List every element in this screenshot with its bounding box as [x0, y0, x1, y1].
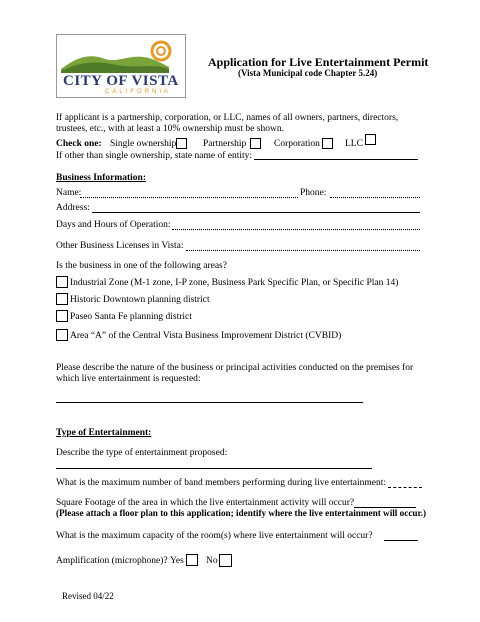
- days-hours-field[interactable]: [172, 229, 420, 230]
- amplification-label: Amplification (microphone)?: [56, 556, 168, 566]
- area-industrial-label: Industrial Zone (M-1 zone, I-P zone, Business Park Specific Plan, or Specific Plan 14): [70, 278, 399, 288]
- phone-field[interactable]: [330, 197, 420, 198]
- partnership-checkbox[interactable]: [250, 138, 261, 149]
- amplification-yes-label: Yes: [170, 556, 184, 566]
- phone-label: Phone:: [300, 188, 327, 198]
- area-cvbid-label: Area “A” of the Central Vista Business Improvement District (CVBID): [70, 331, 342, 341]
- logo-city-name: CITY OF VISTA: [63, 73, 179, 89]
- name-label: Name:: [56, 188, 82, 198]
- floor-plan-note: (Please attach a floor plan to this application; identify where the live entertainment will occur.): [56, 508, 427, 518]
- city-logo: [56, 34, 186, 98]
- amplification-no-label: No: [206, 556, 218, 566]
- option-llc-label: LLC: [345, 139, 363, 149]
- licenses-label: Other Business Licenses in Vista:: [56, 241, 184, 251]
- logo-state-name: CALIFORNIA: [105, 89, 172, 95]
- option-corporation-label: Corporation: [274, 139, 320, 149]
- band-members-field[interactable]: [388, 487, 422, 488]
- room-capacity-label: What is the maximum capacity of the room(s) where live entertainment will occur?: [56, 531, 373, 541]
- revised-date: Revised 04/22: [62, 591, 114, 601]
- page-title: Application for Live Entertainment Permit: [208, 55, 429, 69]
- entertainment-description-field[interactable]: [56, 468, 372, 469]
- intro-line-1: If applicant is a partnership, corporation, or LLC, names of all owners, partners, directors,: [56, 113, 399, 123]
- entertainment-describe-label: Describe the type of entertainment proposed:: [56, 448, 228, 458]
- option-partnership-label: Partnership: [203, 139, 247, 149]
- industrial-zone-checkbox[interactable]: [56, 276, 68, 288]
- entertainment-heading: Type of Entertainment:: [56, 428, 152, 438]
- option-single-ownership-label: Single ownership: [110, 139, 177, 149]
- area-historic-label: Historic Downtown planning district: [70, 295, 210, 305]
- address-field[interactable]: [92, 212, 420, 213]
- name-field[interactable]: [80, 197, 298, 198]
- describe-business-line-1: Please describe the nature of the business or principal activities conducted on the premises for: [56, 363, 414, 373]
- llc-checkbox[interactable]: [365, 134, 376, 145]
- band-members-label: What is the maximum number of band members performing during live entertainment:: [56, 478, 387, 488]
- check-one-label: Check one:: [56, 139, 102, 149]
- page-subtitle: (Vista Municipal code Chapter 5.24): [238, 68, 378, 78]
- amplification-yes-checkbox[interactable]: [186, 554, 198, 566]
- cvbid-checkbox[interactable]: [56, 329, 68, 341]
- corporation-checkbox[interactable]: [322, 138, 333, 149]
- paseo-santa-fe-checkbox[interactable]: [56, 310, 68, 322]
- licenses-field[interactable]: [186, 250, 420, 251]
- business-description-field[interactable]: [56, 402, 363, 403]
- intro-line-2: trustees, etc., with at least a 10% ownership must be shown.: [56, 124, 284, 134]
- describe-business-line-2: which live entertainment is requested:: [56, 374, 201, 384]
- room-capacity-field[interactable]: [384, 540, 418, 541]
- single-ownership-checkbox[interactable]: [176, 138, 187, 149]
- entity-name-field[interactable]: [254, 159, 418, 160]
- days-hours-label: Days and Hours of Operation:: [56, 220, 171, 230]
- entity-name-label: If other than single ownership, state name of entity:: [56, 151, 253, 161]
- business-info-heading: Business Information:: [56, 173, 146, 183]
- address-label: Address:: [56, 203, 90, 213]
- amplification-no-checkbox[interactable]: [219, 554, 232, 567]
- areas-question: Is the business in one of the following areas?: [56, 261, 227, 271]
- area-paseo-label: Paseo Santa Fe planning district: [70, 312, 192, 322]
- square-footage-label: Square Footage of the area in which the live entertainment activity will occur?: [56, 498, 355, 508]
- historic-downtown-checkbox[interactable]: [56, 293, 68, 305]
